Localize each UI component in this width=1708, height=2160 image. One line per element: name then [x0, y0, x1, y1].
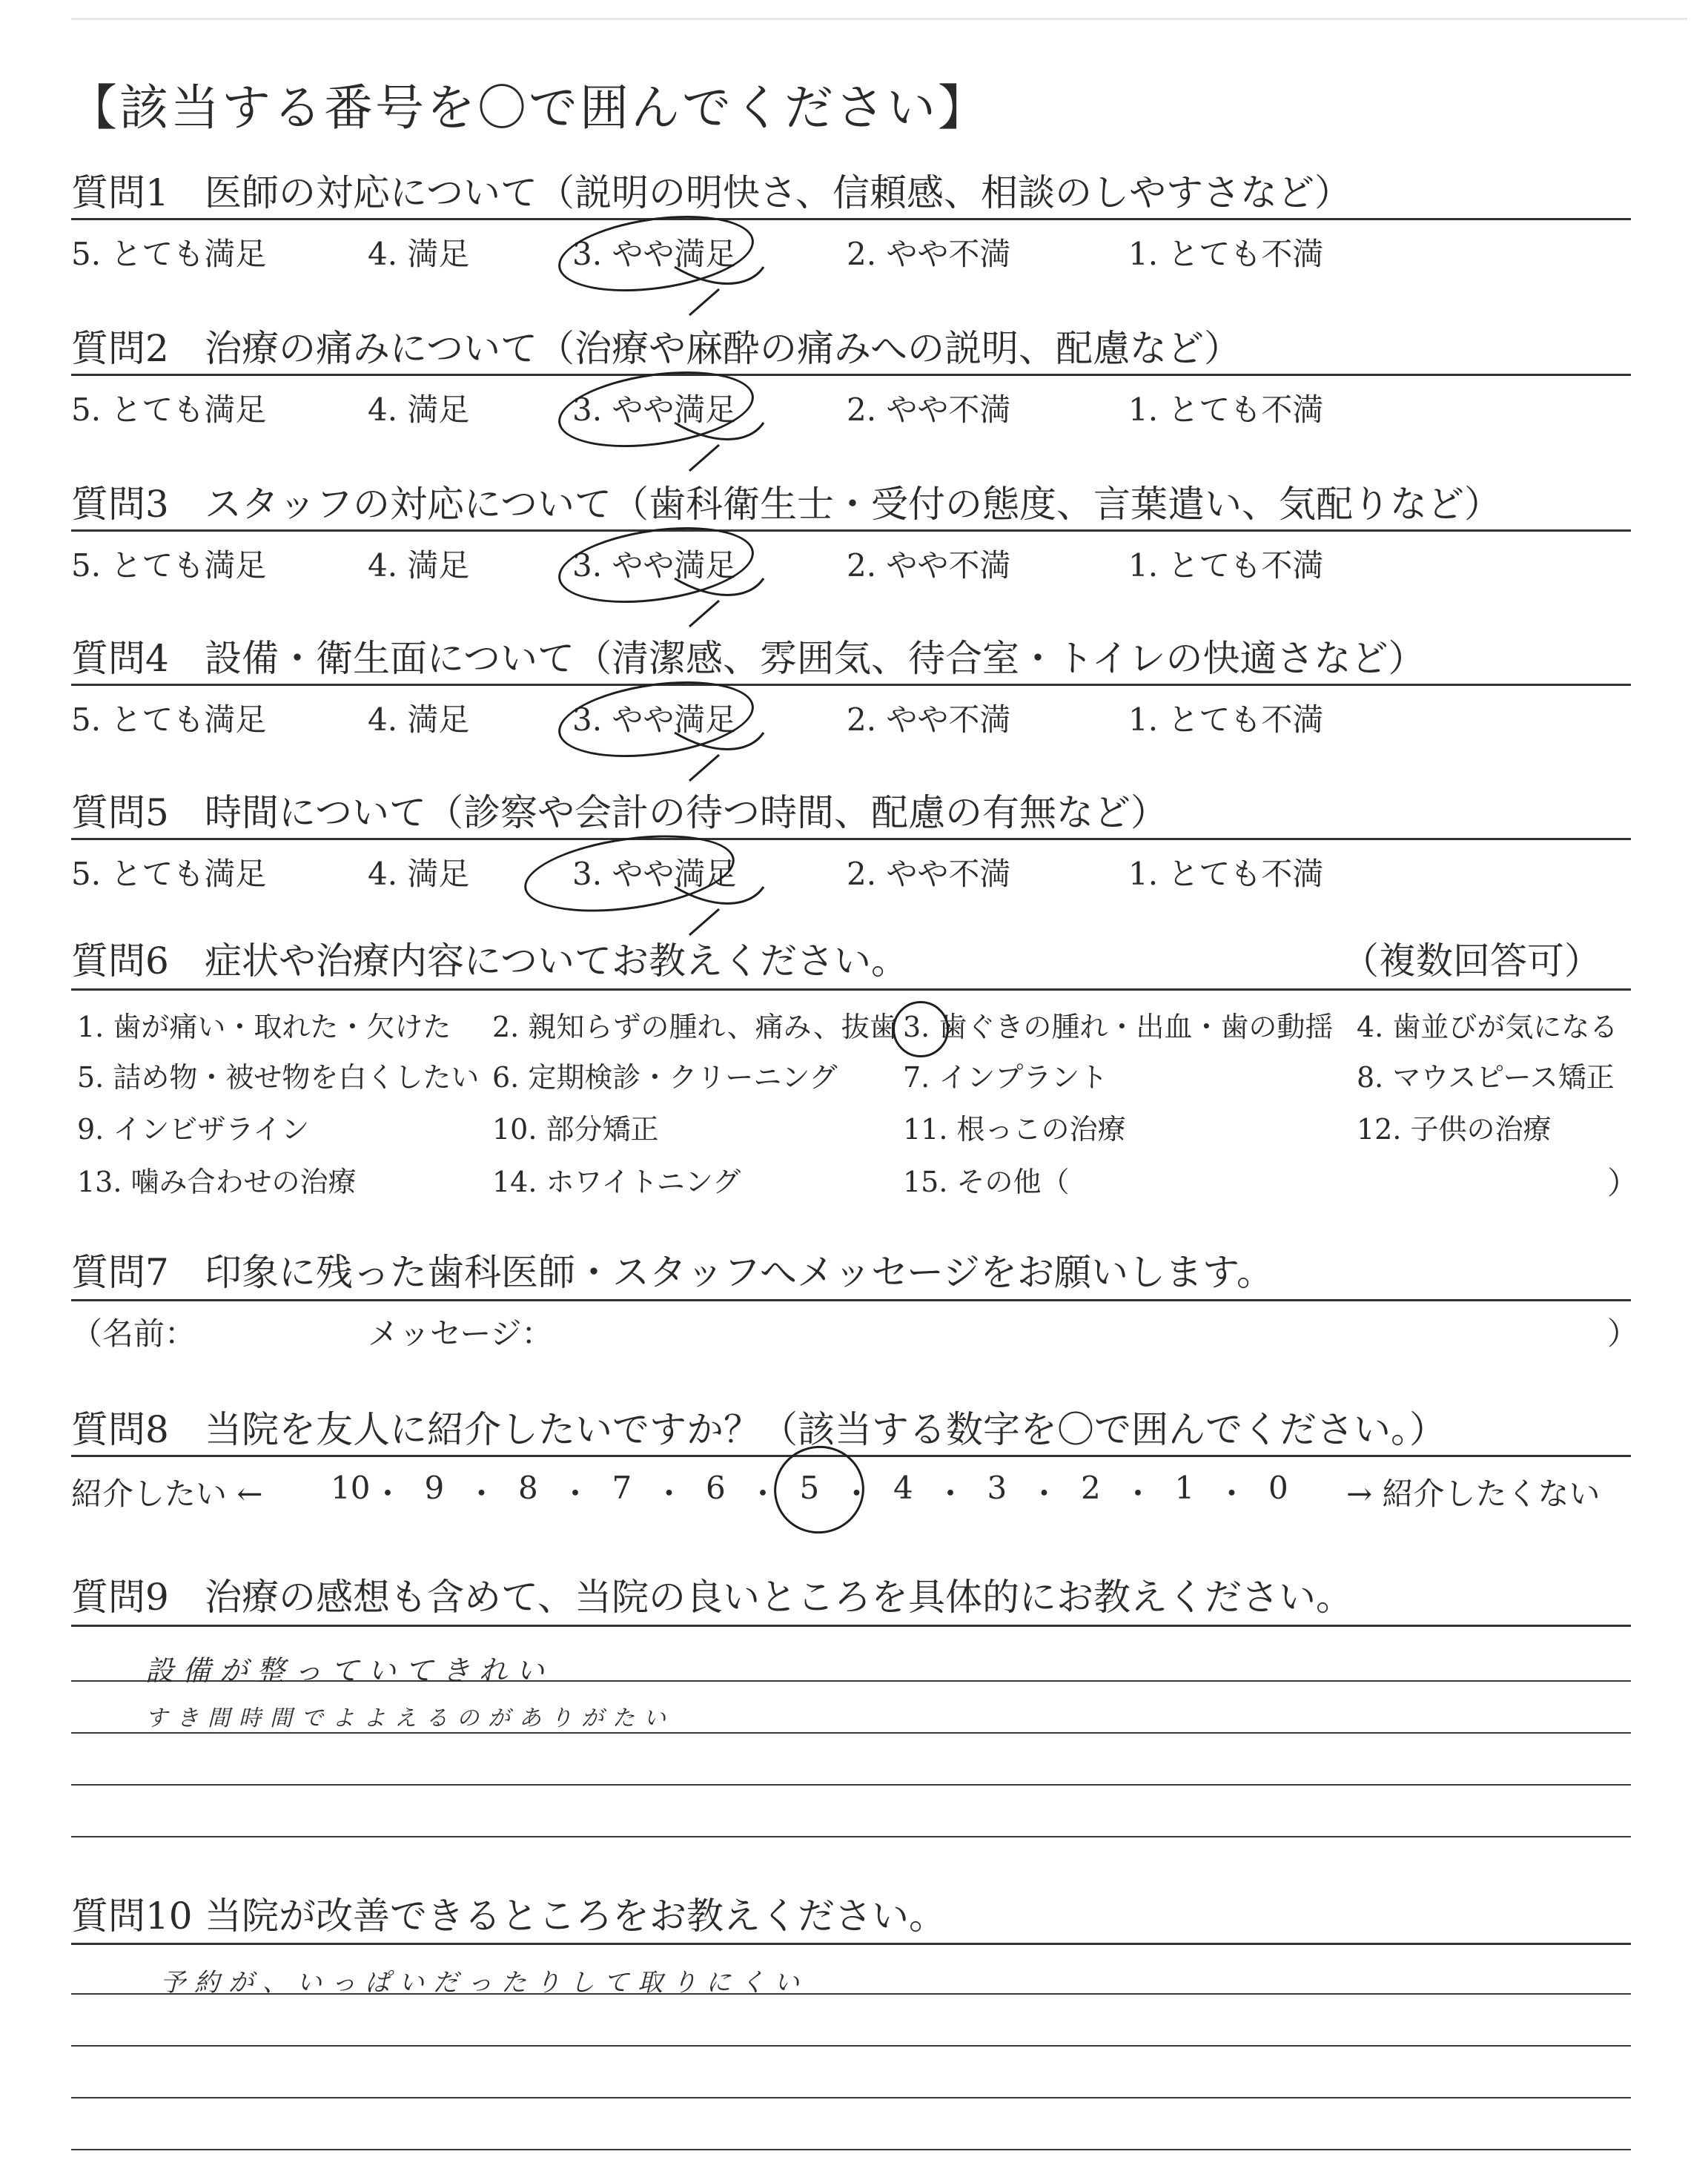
scale-value[interactable]: 10 — [331, 1470, 371, 1506]
rating-option[interactable]: 1. とても不満 — [1128, 701, 1324, 738]
question-rule — [71, 374, 1631, 376]
rating-option[interactable]: 3. やや満足 — [572, 392, 737, 428]
scale-value[interactable]: 1 — [1174, 1470, 1195, 1506]
scale-separator: ・ — [1028, 1476, 1060, 1512]
scale-value[interactable]: 6 — [706, 1470, 726, 1506]
question-number: 質問8 — [71, 1408, 169, 1451]
recommend-left-label: 紹介したい ← — [71, 1476, 263, 1512]
scale-value[interactable]: 9 — [424, 1470, 445, 1506]
question-hint: （複数回答可） — [1342, 939, 1601, 982]
question-text: 当院が改善できるところをお教えください。 — [205, 1895, 946, 1938]
rating-option[interactable]: 3. やや満足 — [572, 236, 737, 272]
scale-value[interactable]: 0 — [1268, 1470, 1288, 1506]
symptom-option[interactable]: 7. インプラント — [903, 1061, 1108, 1094]
rating-option[interactable]: 5. とても満足 — [71, 392, 267, 428]
scale-value[interactable]: 2 — [1081, 1470, 1101, 1506]
rating-option[interactable]: 4. 満足 — [368, 547, 470, 584]
handwritten-answer: 予約が、いっぱいだったりして取りにくい — [160, 1968, 808, 1998]
symptom-option[interactable]: 15. その他（ — [903, 1166, 1070, 1198]
scale-value[interactable]: 5 — [799, 1470, 820, 1506]
rating-option[interactable]: 3. やや満足 — [572, 701, 737, 738]
handwritten-answer: すき間時間でよよえるのがありがたい — [145, 1705, 675, 1731]
scale-value[interactable]: 8 — [518, 1470, 538, 1506]
symptom-option[interactable]: 10. 部分矯正 — [492, 1113, 659, 1146]
symptom-option[interactable]: 2. 親知らずの腫れ、痛み、抜歯 — [492, 1011, 898, 1043]
rating-option[interactable]: 1. とても不満 — [1128, 547, 1324, 584]
message-close-paren: ） — [1607, 1315, 1639, 1352]
question-text: 治療の痛みについて（治療や麻酔の痛みへの説明、配慮など） — [205, 327, 1241, 370]
answer-line — [71, 2045, 1631, 2047]
scale-value[interactable]: 7 — [612, 1470, 632, 1506]
message-label: メッセージ： — [368, 1315, 553, 1352]
scale-separator: ・ — [653, 1476, 685, 1512]
question-10 — [71, 1894, 1631, 1938]
rating-option[interactable]: 4. 満足 — [368, 701, 470, 738]
question-number: 質問1 — [71, 171, 169, 214]
symptom-option[interactable]: 3. 歯ぐきの腫れ・出血・歯の動揺 — [903, 1011, 1334, 1043]
rating-option[interactable]: 2. やや不満 — [847, 856, 1011, 892]
scale-separator: ・ — [841, 1476, 873, 1512]
question-6-rule — [71, 988, 1631, 991]
name-label: （名前： — [71, 1315, 196, 1352]
rating-option[interactable]: 5. とても満足 — [71, 856, 267, 892]
scale-separator: ・ — [1122, 1476, 1154, 1512]
question-text: 時間について（診察や会計の待つ時間、配慮の有無など） — [205, 791, 1168, 834]
answer-line — [71, 1732, 1631, 1734]
question-number: 質問10 — [71, 1895, 193, 1938]
handwritten-answer: 設備が整っていてきれい — [145, 1654, 554, 1687]
rating-option[interactable]: 1. とても不満 — [1128, 236, 1324, 272]
question-text: スタッフの対応について（歯科衛生士・受付の態度、言葉遣い、気配りなど） — [205, 483, 1501, 526]
scale-value[interactable]: 3 — [987, 1470, 1007, 1506]
question-number: 質問2 — [71, 327, 169, 370]
question-10-rule — [71, 1943, 1631, 1945]
question-1 — [71, 171, 1631, 215]
answer-line — [71, 1836, 1631, 1837]
question-text: 治療の感想も含めて、当院の良いところを具体的にお教えください。 — [205, 1576, 1353, 1619]
rating-option[interactable]: 5. とても満足 — [71, 547, 267, 584]
top-border — [71, 18, 1687, 20]
symptom-option[interactable]: 6. 定期検診・クリーニング — [492, 1061, 838, 1094]
question-number: 質問5 — [71, 791, 169, 834]
symptom-option[interactable]: 4. 歯並びが気になる — [1357, 1011, 1618, 1043]
scale-value[interactable]: 4 — [893, 1470, 913, 1506]
symptom-option[interactable]: 12. 子供の治療 — [1357, 1113, 1552, 1146]
question-number: 質問6 — [71, 939, 169, 982]
rating-option[interactable]: 2. やや不満 — [847, 236, 1011, 272]
question-number: 質問3 — [71, 483, 169, 526]
rating-option[interactable]: 5. とても満足 — [71, 236, 267, 272]
answer-line — [71, 2149, 1631, 2150]
rating-option[interactable]: 1. とても不満 — [1128, 856, 1324, 892]
symptom-option[interactable]: 8. マウスピース矯正 — [1357, 1061, 1615, 1094]
question-9 — [71, 1575, 1631, 1619]
question-number: 質問9 — [71, 1576, 169, 1619]
rating-option[interactable]: 4. 満足 — [368, 392, 470, 428]
rating-option[interactable]: 4. 満足 — [368, 236, 470, 272]
rating-option[interactable]: 2. やや不満 — [847, 701, 1011, 738]
question-text: 設備・衛生面について（清潔感、雰囲気、待合室・トイレの快適さなど） — [205, 637, 1426, 680]
symptom-option[interactable]: 5. 詰め物・被せ物を白くしたい — [77, 1061, 480, 1094]
symptom-option[interactable]: 14. ホワイトニング — [492, 1166, 741, 1198]
recommend-right-label: → 紹介したくない — [1346, 1476, 1601, 1512]
question-rule — [71, 838, 1631, 840]
rating-option[interactable]: 3. やや満足 — [572, 856, 737, 892]
symptom-option[interactable]: 1. 歯が痛い・取れた・欠けた — [77, 1011, 451, 1043]
question-rule — [71, 218, 1631, 220]
symptom-option[interactable]: 13. 噛み合わせの治療 — [77, 1166, 357, 1198]
question-text: 当院を友人に紹介したいですか？（該当する数字を〇で囲んでください。） — [205, 1408, 1446, 1451]
question-rule — [71, 529, 1631, 532]
question-4 — [71, 636, 1631, 681]
scale-separator: ・ — [372, 1476, 404, 1512]
scale-separator: ・ — [560, 1476, 592, 1512]
question-7-rule — [71, 1299, 1631, 1301]
rating-option[interactable]: 3. やや満足 — [572, 547, 737, 584]
page-heading: 【該当する番号を〇で囲んでください】 — [68, 79, 989, 136]
question-9-rule — [71, 1625, 1631, 1627]
question-number: 質問4 — [71, 637, 169, 680]
question-rule — [71, 684, 1631, 686]
scale-separator: ・ — [466, 1476, 497, 1512]
question-6 — [71, 939, 1631, 983]
question-8-rule — [71, 1455, 1631, 1457]
other-close-paren: ） — [1607, 1165, 1639, 1201]
rating-option[interactable]: 1. とても不満 — [1128, 392, 1324, 428]
question-text: 症状や治療内容についてお教えください。 — [205, 939, 908, 982]
answer-line — [71, 1784, 1631, 1786]
question-8 — [71, 1407, 1631, 1452]
scale-separator: ・ — [747, 1476, 779, 1512]
question-text: 印象に残った歯科医師・スタッフへメッセージをお願いします。 — [205, 1251, 1274, 1294]
question-2 — [71, 326, 1631, 371]
symptom-option[interactable]: 9. インビザライン — [77, 1113, 310, 1146]
symptom-option[interactable]: 11. 根っこの治療 — [903, 1113, 1126, 1146]
question-text: 医師の対応について（説明の明快さ、信頼感、相談のしやすさなど） — [205, 171, 1351, 214]
question-number: 質問7 — [71, 1251, 169, 1294]
question-5 — [71, 790, 1631, 835]
rating-option[interactable]: 2. やや不満 — [847, 547, 1011, 584]
scale-separator: ・ — [1216, 1476, 1248, 1512]
rating-option[interactable]: 4. 満足 — [368, 856, 470, 892]
answer-line — [71, 2097, 1631, 2098]
rating-option[interactable]: 2. やや不満 — [847, 392, 1011, 428]
question-3 — [71, 482, 1631, 526]
scale-separator: ・ — [935, 1476, 967, 1512]
question-7 — [71, 1250, 1631, 1295]
rating-option[interactable]: 5. とても満足 — [71, 701, 267, 738]
